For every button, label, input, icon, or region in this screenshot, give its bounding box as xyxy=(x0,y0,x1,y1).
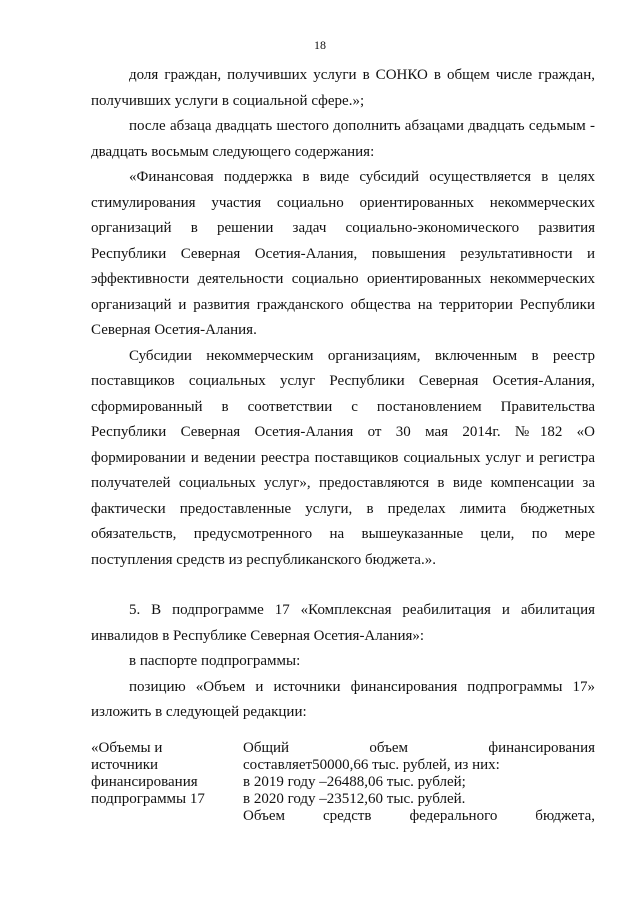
label-line: «Объемы и xyxy=(91,740,163,756)
value-line: составляет50000,66 тыс. рублей, из них: xyxy=(243,757,500,773)
value-line: в 2019 году –26488,06 тыс. рублей; xyxy=(243,774,466,790)
label-line: подпрограммы 17 xyxy=(91,791,205,807)
paragraph: 5. В подпрограмме 17 «Комплексная реабилитация и абилитация инвалидов в Республике Северная Осетия-Алания»: xyxy=(91,602,595,644)
paragraph: доля граждан, получивших услуги в СОНКО в общем числе граждан, получивших услуги в социальной сфере.»; xyxy=(91,67,595,109)
label-line: источники xyxy=(91,757,159,773)
value-line: Объем средств федерального бюджета, xyxy=(243,808,595,824)
passport-table xyxy=(91,740,595,825)
value-line: в 2020 году –23512,60 тыс. рублей. xyxy=(243,791,466,807)
paragraph: Субсидии некоммерческим организациям, включенным в реестр поставщиков социальных услуг Республики Северная Осетия-Алания, сформированный в соответствии с постановлением Правительства Республики Северная Осетия-Алания от 30 мая 2014г. №182 «О формировании и ведении реестра поставщиков социальных услуг и регистра получателей социальных услуг», предоставляются в виде компенсации за фактически предоставленные услуги, в пределах лимита бюджетных обязательств, предусмотренного на вышеуказанные цели, по мере поступления средств из республиканского бюджета.». xyxy=(91,347,595,568)
body-text xyxy=(91,63,595,726)
label-line: финансирования xyxy=(91,774,198,790)
paragraph: после абзаца двадцать шестого дополнить абзацами двадцать седьмым - двадцать восьмым следующего содержания: xyxy=(91,118,595,160)
passport-row xyxy=(91,740,595,825)
passport-label xyxy=(91,740,243,825)
passport-value xyxy=(243,740,595,825)
paragraph: позицию «Объем и источники финансирования подпрограммы 17» изложить в следующей редакции: xyxy=(91,678,595,720)
page-number: 18 xyxy=(314,38,326,52)
paragraph: в паспорте подпрограммы: xyxy=(129,653,301,669)
paragraph: «Финансовая поддержка в виде субсидий осуществляется в целях стимулирования участия социально ориентированных некоммерческих организаций в решении задач социально-экономического развития Республики Северная Осетия-Алания, повышения результативности и эффективности деятельности социально ориентированных некоммерческих организаций и развития гражданского общества на территории Республики Северная Осетия-Алания. xyxy=(91,169,595,338)
value-line: Общий объем финансирования xyxy=(243,740,595,756)
